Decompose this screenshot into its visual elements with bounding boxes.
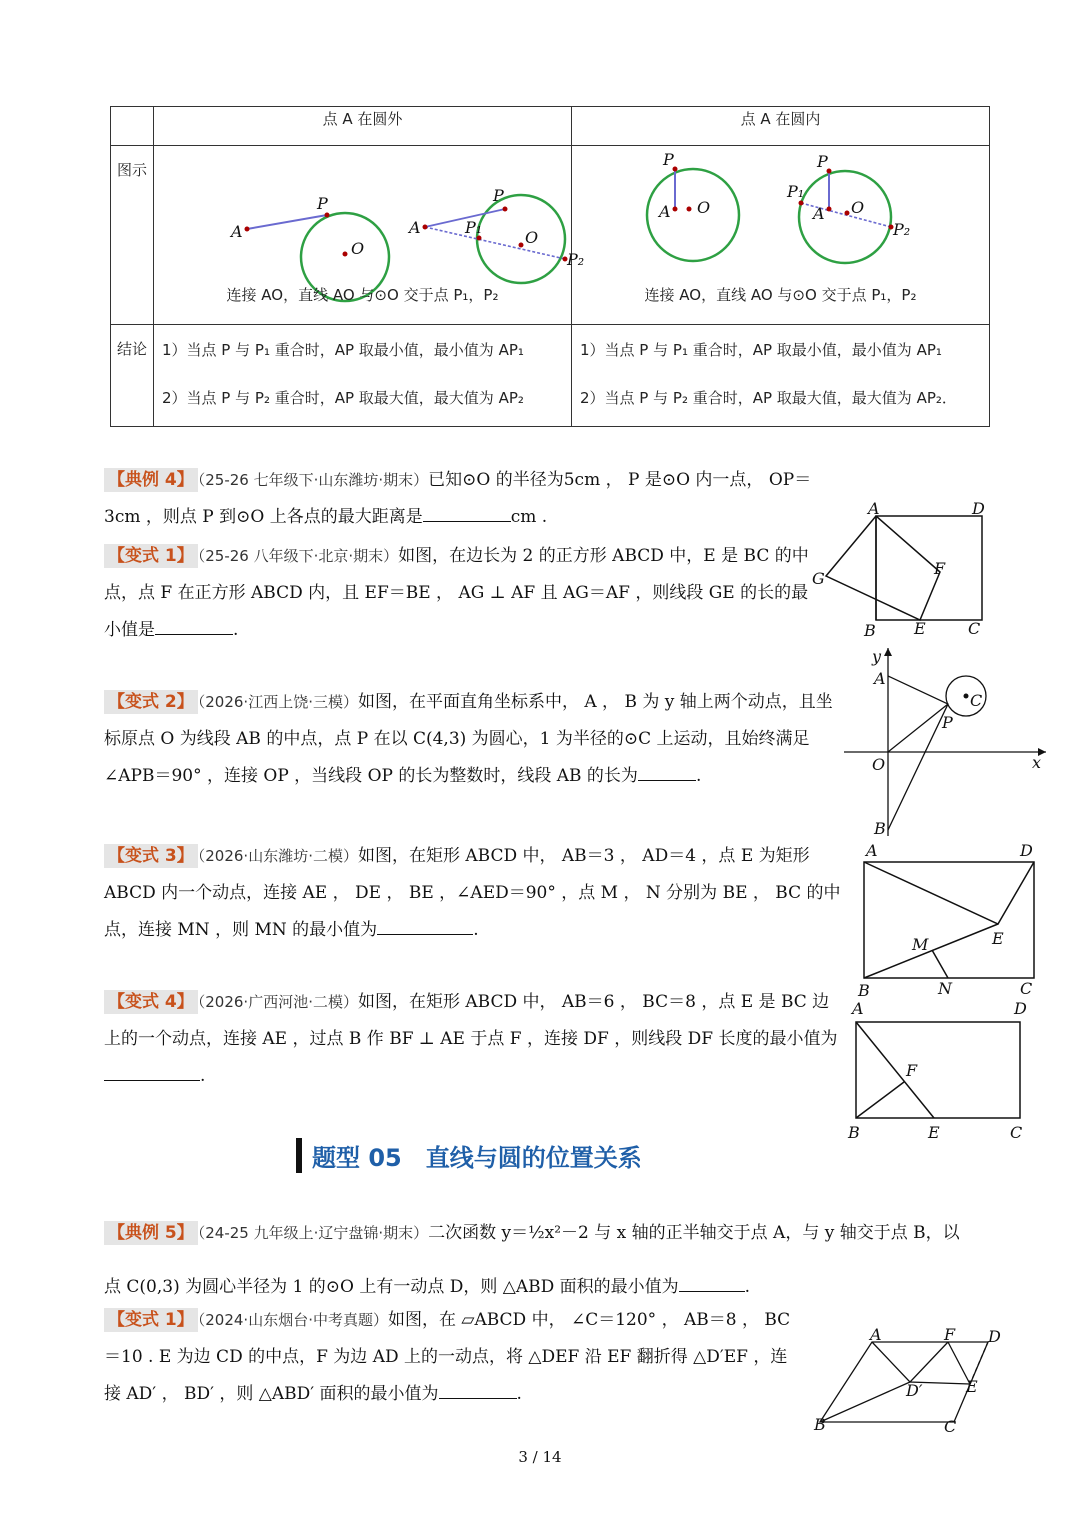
svg-text:D′: D′ xyxy=(906,1381,923,1400)
comparison-table xyxy=(110,106,990,427)
svg-text:O: O xyxy=(851,198,865,217)
svg-text:P₁: P₁ xyxy=(465,218,483,237)
problem-variant-2 xyxy=(104,684,844,795)
svg-text:F: F xyxy=(944,1325,956,1344)
svg-text:P: P xyxy=(817,152,828,171)
header-inside: 点 A 在圆内 xyxy=(572,107,990,146)
conclusion-outside-1: 1）当点 P 与 P₁ 重合时，AP 取最小值，最小值为 AP₁ xyxy=(162,341,524,359)
problem-suffix: . xyxy=(200,1066,206,1086)
svg-text:G: G xyxy=(812,569,825,588)
row-label-conclusion: 结论 xyxy=(111,325,154,427)
problem-source: （2026·山东潍坊·二模） xyxy=(197,847,358,865)
problem-variant-1-b xyxy=(104,1302,804,1413)
svg-text:A: A xyxy=(874,669,886,688)
caption-outside: 连接 AO，直线 AO 与⊙O 交于点 P₁，P₂ xyxy=(226,286,499,304)
conclusion-outside xyxy=(154,325,572,427)
svg-text:P₂: P₂ xyxy=(567,250,585,269)
svg-text:E: E xyxy=(966,1377,978,1396)
svg-text:A: A xyxy=(659,202,671,221)
problem-source: （2026·广西河池·二模） xyxy=(197,993,358,1011)
svg-text:D: D xyxy=(1020,841,1033,860)
problem-tag: 【变式 2】 xyxy=(104,690,198,714)
answer-blank[interactable] xyxy=(439,1380,517,1399)
svg-text:C: C xyxy=(970,691,983,710)
svg-text:C: C xyxy=(968,619,981,638)
section-title: 题型 05 直线与圆的位置关系 xyxy=(296,1138,642,1173)
conclusion-outside-2: 2）当点 P 与 P₂ 重合时，AP 取最大值，最大值为 AP₂ xyxy=(162,389,524,407)
svg-text:F: F xyxy=(934,559,946,578)
figure-rectangle-mn xyxy=(852,840,1044,1000)
svg-text:D: D xyxy=(1014,999,1027,1018)
svg-text:C: C xyxy=(1010,1123,1023,1142)
answer-blank[interactable] xyxy=(679,1273,745,1292)
row-label-figure: 图示 xyxy=(111,146,154,325)
svg-text:P₂: P₂ xyxy=(893,220,911,239)
problem-suffix: . xyxy=(695,766,702,786)
page-number: 3 / 14 xyxy=(518,1448,562,1466)
problem-tag: 【变式 3】 xyxy=(104,844,198,868)
svg-text:P: P xyxy=(317,194,328,213)
problem-source: （24-25 九年级上·辽宁盘锦·期末） xyxy=(197,1224,429,1242)
svg-text:A: A xyxy=(231,222,243,241)
problem-source: （2024·山东烟台·中考真题） xyxy=(197,1311,388,1329)
answer-blank[interactable] xyxy=(423,503,511,522)
svg-text:A: A xyxy=(870,1325,882,1344)
problem-source: （2026·江西上饶·三模） xyxy=(197,693,358,711)
svg-text:P: P xyxy=(493,186,504,205)
problem-tag: 【变式 1】 xyxy=(104,1308,198,1332)
figure-parallelogram xyxy=(810,1325,1006,1440)
problem-tag: 【变式 1】 xyxy=(104,544,198,568)
svg-text:C: C xyxy=(944,1417,957,1436)
problem-tag: 【典例 5】 xyxy=(104,1221,198,1245)
svg-text:C: C xyxy=(1020,979,1033,998)
svg-text:D: D xyxy=(988,1327,1001,1346)
problem-example-5 xyxy=(104,1206,974,1314)
answer-blank[interactable] xyxy=(104,1062,200,1081)
svg-text:A: A xyxy=(409,218,421,237)
svg-text:P: P xyxy=(942,713,953,732)
figure-cell-outside xyxy=(154,146,585,325)
svg-text:B: B xyxy=(848,1123,860,1142)
svg-text:N: N xyxy=(938,979,952,998)
problem-source: （25-26 七年级下·山东潍坊·期末） xyxy=(197,471,429,489)
problem-variant-3 xyxy=(104,838,854,949)
header-outside: 点 A 在圆外 xyxy=(154,107,572,146)
problem-text: 已知⊙O 的半径为5cm ， P 是⊙O 内一点， OP＝3cm ，则点 P 到⊙O 上各点的最大距离是 xyxy=(104,470,812,527)
problem-suffix: cm . xyxy=(510,507,548,527)
figure-rectangle-df xyxy=(842,996,1034,1146)
problem-variant-1 xyxy=(104,538,816,649)
svg-text:B: B xyxy=(814,1415,826,1434)
figure-coordinate-plane xyxy=(842,644,1052,840)
svg-text:O: O xyxy=(525,228,539,247)
svg-text:y: y xyxy=(872,647,882,666)
caption-inside: 连接 AO，直线 AO 与⊙O 交于点 P₁，P₂ xyxy=(644,286,917,304)
problem-source: （25-26 八年级下·北京·期末） xyxy=(197,547,399,565)
svg-text:B: B xyxy=(858,981,870,1000)
svg-text:x: x xyxy=(1032,753,1042,772)
svg-text:D: D xyxy=(972,499,985,518)
problem-tag: 【变式 4】 xyxy=(104,990,198,1014)
problem-variant-4 xyxy=(104,984,846,1095)
problem-text: 如图，在边长为 2 的正方形 ABCD 中，E 是 BC 的中点，点 F 在正方形 ABCD 内，且 EF＝BE ， AG ⊥ AF 且 AG＝AF ，则线段 GE 的长的最小值是 xyxy=(104,546,809,640)
conclusion-inside-2: 2）当点 P 与 P₂ 重合时，AP 取最大值，最大值为 AP₂． xyxy=(580,389,957,407)
svg-text:A: A xyxy=(813,204,825,223)
answer-blank[interactable] xyxy=(638,762,696,781)
svg-text:A: A xyxy=(852,999,864,1018)
conclusion-inside xyxy=(572,325,990,427)
problem-tag: 【典例 4】 xyxy=(104,468,198,492)
problem-text: 如图，在矩形 ABCD 中， AB＝6 ， BC＝8 ，点 E 是 BC 边上的一个动点，连接 AE ，过点 B 作 BF ⊥ AE 于点 F ，连接 DF ，则线段 DF 长度的最小值为 xyxy=(104,992,838,1049)
svg-text:A: A xyxy=(866,841,878,860)
corner-cell xyxy=(111,107,154,146)
problem-example-4 xyxy=(104,462,844,536)
svg-text:F: F xyxy=(906,1061,918,1080)
problem-suffix: . xyxy=(473,920,479,940)
svg-text:B: B xyxy=(864,621,876,640)
problem-text: 如图，在平面直角坐标系中， A ， B 为 y 轴上两个动点，且坐标原点 O 为线段 AB 的中点，点 P 在以 C(4,3) 为圆心，1 为半径的⊙C 上运动，且始终满足 ∠APB＝90° ，连接 OP ，当线段 OP 的长为整数时，线段 AB 的长为 xyxy=(104,692,833,786)
svg-text:E: E xyxy=(928,1123,940,1142)
figure-cell-inside xyxy=(572,146,990,325)
problem-text: 二次函数 y＝½x²－2 与 x 轴的正半轴交于点 A，与 y 轴交于点 B，以点 C(0,3) 为圆心半径为 1 的⊙O 上有一动点 D，则 △ABD 面积的最小值为 xyxy=(104,1223,960,1297)
svg-text:E: E xyxy=(992,929,1004,948)
problem-suffix: . xyxy=(233,620,239,640)
problem-text: 如图，在矩形 ABCD 中， AB＝3 ， AD＝4 ，点 E 为矩形 ABCD 内一个动点，连接 AE ， DE ， BE ，∠AED＝90° ，点 M ， N 分别为 BE ， BC 的中点，连接 MN ，则 MN 的最小值为 xyxy=(104,846,841,940)
svg-text:E: E xyxy=(914,619,926,638)
svg-text:M: M xyxy=(912,935,929,954)
svg-text:P: P xyxy=(663,150,674,169)
problem-text: 如图，在 ▱ABCD 中， ∠C＝120° ， AB＝8 ， BC＝10 . E 为边 CD 的中点，F 为边 AD 上的一动点，将 △DEF 沿 EF 翻折得 △D′EF ，连接 AD′ ， BD′ ，则 △ABD′ 面积的最小值为 xyxy=(104,1310,791,1404)
svg-text:B: B xyxy=(874,819,886,838)
problem-suffix: . xyxy=(516,1384,522,1404)
svg-text:O: O xyxy=(872,755,886,774)
conclusion-inside-1: 1）当点 P 与 P₁ 重合时，AP 取最小值，最小值为 AP₁ xyxy=(580,341,942,359)
svg-text:O: O xyxy=(697,198,711,217)
answer-blank[interactable] xyxy=(377,916,473,935)
problem-suffix: . xyxy=(744,1277,751,1297)
svg-text:P₁: P₁ xyxy=(787,182,805,201)
svg-text:O: O xyxy=(351,239,365,258)
answer-blank[interactable] xyxy=(155,616,233,635)
svg-text:A: A xyxy=(868,499,880,518)
figure-square-abcd xyxy=(806,500,996,640)
